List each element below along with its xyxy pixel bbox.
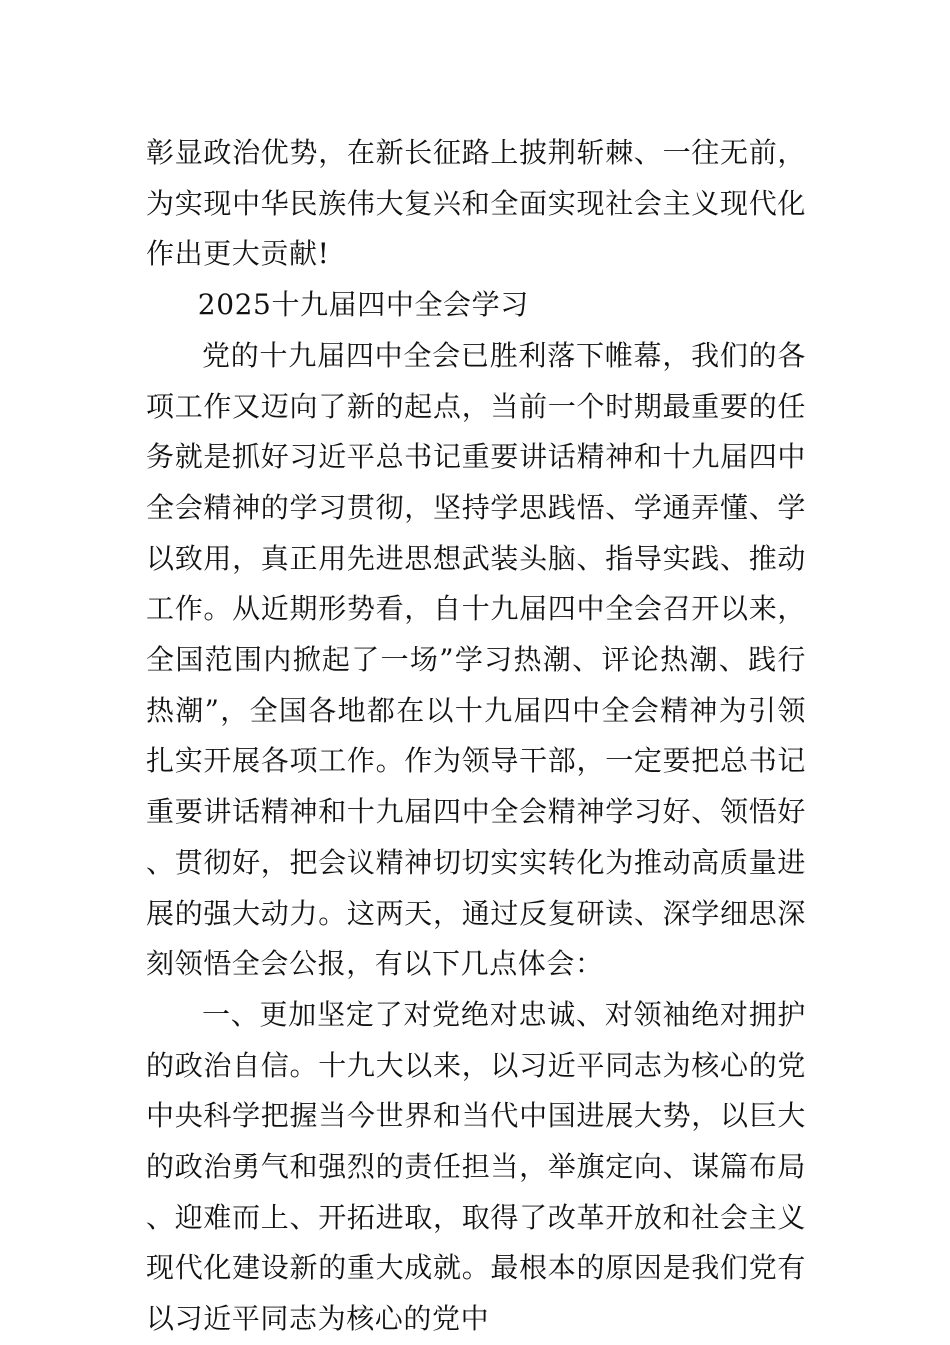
document-body xyxy=(146,128,806,1345)
paragraph-continuation: 彰显政治优势，在新长征路上披荆斩棘、一往无前，为实现中华民族伟大复兴和全面实现社会主义现代化作出更大贡献! xyxy=(146,136,806,271)
paragraph-intro: 党的十九届四中全会已胜利落下帷幕，我们的各项工作又迈向了新的起点，当前一个时期最重要的任务就是抓好习近平总书记重要讲话精神和十九届四中全会精神的学习贯彻，坚持学思践悟、学通弄懂、学以致用，真正用先进思想武装头脑、指导实践、推动工作。从近期形势看，自十九届四中全会召开以来，全国范围内掀起了一场”学习热潮、评论热潮、践行热潮”，全国各地都在以十九届四中全会精神为引领扎实开展各项工作。作为领导干部，一定要把总书记重要讲话精神和十九届四中全会精神学习好、领悟好、贯彻好，把会议精神切切实实转化为推动高质量进展的强大动力。这两天，通过反复研读、深学细思深刻领悟全会公报，有以下几点体会： xyxy=(146,338,806,981)
paragraph-point-one: 一、更加坚定了对党绝对忠诚、对领袖绝对拥护的政治自信。十九大以来，以习近平同志为核心的党中央科学把握当今世界和当代中国进展大势，以巨大的政治勇气和强烈的责任担当，举旗定向、谋篇布局、迎难而上、开拓进取，取得了改革开放和社会主义现代化建设新的重大成就。最根本的原因是我们党有以习近平同志为核心的党中 xyxy=(146,997,806,1336)
section-heading: 2025十九届四中全会学习 xyxy=(197,288,529,322)
